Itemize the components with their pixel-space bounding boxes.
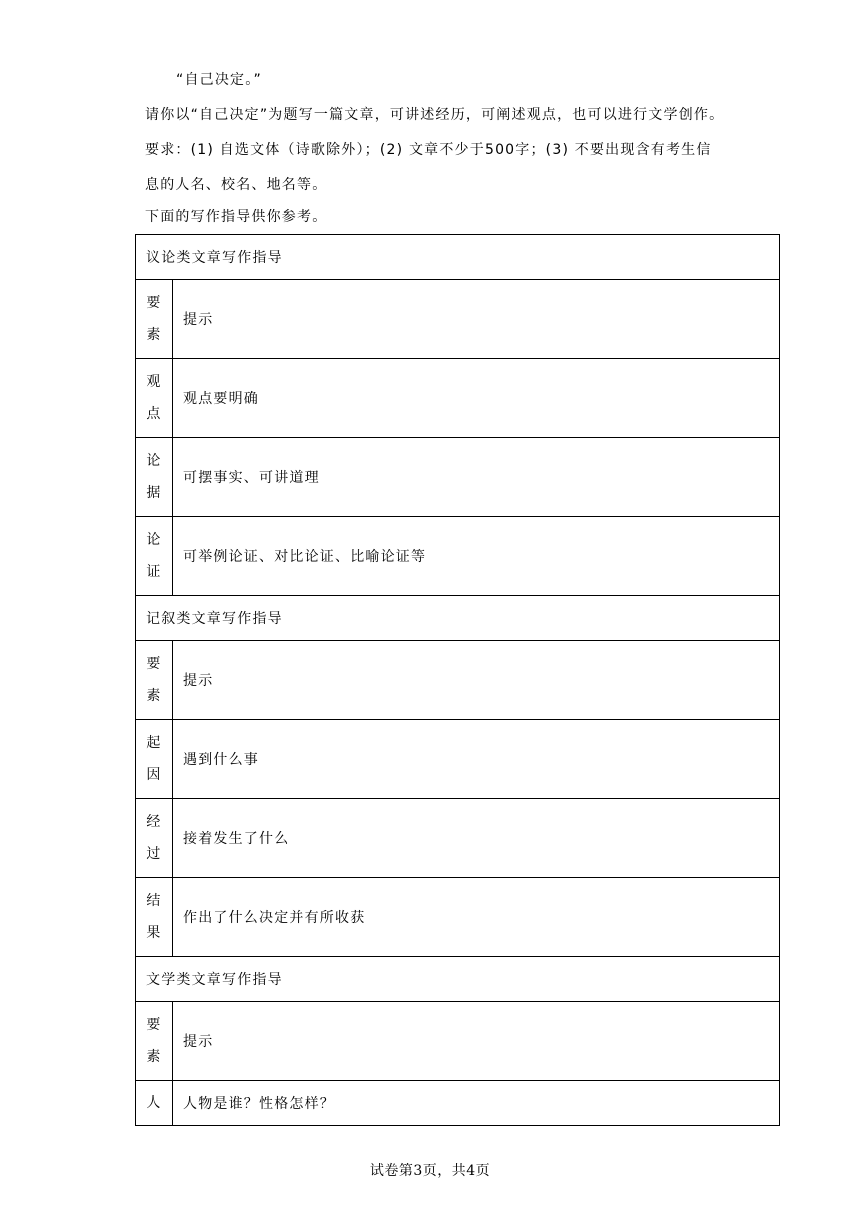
- row-key: 要 素: [136, 1002, 173, 1081]
- row-value: 提示: [173, 280, 780, 359]
- table-section-header: [136, 957, 780, 1002]
- row-key: 结 果: [136, 878, 173, 957]
- row-key: 论 据: [136, 438, 173, 517]
- row-key: 观 点: [136, 359, 173, 438]
- row-value: 观点要明确: [173, 359, 780, 438]
- row-key: 起 因: [136, 720, 173, 799]
- row-key: 人: [136, 1081, 173, 1126]
- row-value: 可举例论证、对比论证、比喻论证等: [173, 517, 780, 596]
- table-row: [136, 799, 780, 878]
- table-row: [136, 878, 780, 957]
- row-value: 可摆事实、可讲道理: [173, 438, 780, 517]
- page-footer: 试卷第3页，共4页: [369, 1163, 491, 1179]
- prompt-requirements-line2: 息的人名、校名、地名等。: [145, 177, 328, 193]
- prompt-quote: “自己决定。”: [176, 72, 262, 88]
- row-value: 作出了什么决定并有所收获: [173, 878, 780, 957]
- table-row: [136, 1081, 780, 1126]
- row-key: 要 素: [136, 280, 173, 359]
- section-title-argumentative: 议论类文章写作指导: [136, 235, 780, 280]
- section-title-narrative: 记叙类文章写作指导: [136, 596, 780, 641]
- table-row: [136, 280, 780, 359]
- guide-intro: 下面的写作指导供你参考。: [145, 209, 328, 225]
- row-value: 提示: [173, 1002, 780, 1081]
- row-value: 人物是谁？性格怎样？: [173, 1081, 780, 1126]
- table-row: [136, 517, 780, 596]
- section-title-literary: 文学类文章写作指导: [136, 957, 780, 1002]
- table-row: [136, 359, 780, 438]
- prompt-requirements-line1: 要求：(1) 自选文体（诗歌除外）；(2) 文章不少于500字；(3) 不要出现含有考生信: [145, 142, 712, 158]
- writing-guide-table: [135, 234, 780, 1126]
- table-row: [136, 641, 780, 720]
- prompt-task: 请你以“自己决定”为题写一篇文章，可讲述经历，可阐述观点，也可以进行文学创作。: [145, 107, 725, 123]
- table-row: [136, 1002, 780, 1081]
- table-section-header: [136, 596, 780, 641]
- row-key: 经 过: [136, 799, 173, 878]
- table-row: [136, 720, 780, 799]
- row-value: 接着发生了什么: [173, 799, 780, 878]
- row-value: 提示: [173, 641, 780, 720]
- table-row: [136, 438, 780, 517]
- row-key: 论 证: [136, 517, 173, 596]
- row-value: 遇到什么事: [173, 720, 780, 799]
- table-section-header: [136, 235, 780, 280]
- row-key: 要 素: [136, 641, 173, 720]
